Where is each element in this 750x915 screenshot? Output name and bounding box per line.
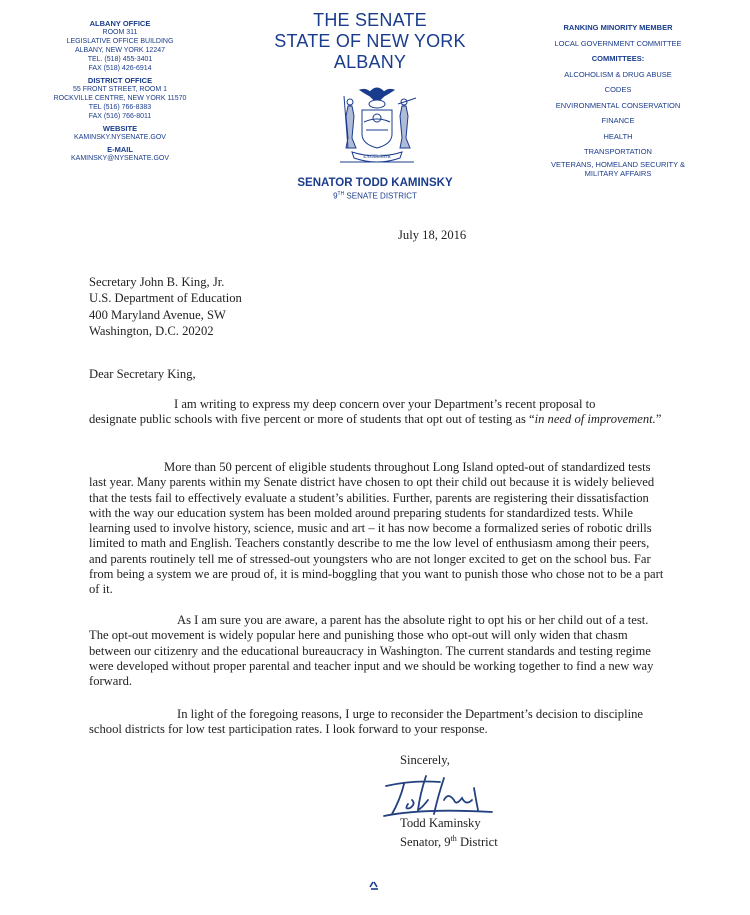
signer-title [400,831,498,850]
committee-item: ALCOHOLISM & DRUG ABUSE [564,69,672,79]
ranking-committee: LOCAL GOVERNMENT COMMITTEE [554,38,682,48]
district-fax: FAX (516) 766-8011 [88,113,152,120]
ranking-member-heading: RANKING MINORITY MEMBER [563,23,673,32]
signer-title-sup: th [450,834,457,843]
albany-address-line: ROOM 311 [102,29,138,36]
state-title: STATE OF NEW YORK [274,31,466,51]
committee-item-cont: MILITARY AFFAIRS [584,169,652,178]
committee-item: HEALTH [603,131,633,141]
website-link: KAMINSKY.NYSENATE.GOV [74,134,166,141]
committee-item: TRANSPORTATION [584,147,652,156]
letter-date: July 18, 2016 [398,228,467,242]
signer-name: Todd Kaminsky [400,816,481,830]
district-address-line: 55 FRONT STREET, ROOM 1 [73,86,167,93]
new-york-state-seal-icon [330,82,424,172]
recipient-name: Secretary John B. King, Jr. [89,275,225,289]
albany-address-line: ALBANY, NEW YORK 12247 [74,47,165,54]
paragraph-1-end: ” [655,412,662,427]
signature-block [400,815,498,850]
senate-title: THE SENATE [313,10,427,30]
senate-district [270,191,480,201]
email-address: KAMINSKY@NYSENATE.GOV [71,155,169,162]
closing: Sincerely, [400,753,450,767]
recipient-city: Washington, D.C. 20202 [89,323,214,338]
committee-item: VETERANS, HOMELAND SECURITY & [550,159,686,169]
recipient-org: U.S. Department of Education [89,291,242,306]
recipient-street: 400 Maryland Avenue, SW [89,307,226,322]
paragraph-1-line: I am writing to express my deep concern over your Department’s recent proposal to [174,397,596,411]
website-heading: WEBSITE [102,124,138,133]
signer-title-end: District [456,835,498,850]
albany-address-line: LEGISLATIVE OFFICE BUILDING [66,38,174,45]
district-label: SENATE DISTRICT [344,191,417,201]
senate-title-block [270,10,470,73]
recipient-address [89,274,242,339]
albany-fax: FAX (518) 426-6914 [88,65,152,72]
paragraph-1-text: designate public schools with five percent or more of students that opt out of testing as “ [89,412,535,427]
seal-motto: EXCELSIOR [363,155,391,160]
albany-phone: TEL. (518) 455-3401 [87,56,153,63]
district-suffix: TH [337,191,345,197]
albany-office-heading: ALBANY OFFICE [89,19,151,28]
paragraph-2: More than 50 percent of eligible students throughout Long Island opted-out of standardized tests last year. Many parents within my Senate district have chosen to opt their child out because it is widely believed that the tests fail to effectively evaluate a student’s abilities. Further, parents are registering their dissatisfaction with the way our education system has been molded around preparing students for standardized tests. While learning used to involve history, science, music and art – it has now become a formalized series of robotic drills limited to math and English. Teachers constantly describe to me the low level of enthusiasm among their peers, and parents routinely tell me of stressed-out youngsters who are not longer excited to get on the school bus. Far from being a system we are proud of, it is mind-boggling that you want to punish those who chose not to be a part of it. [89,460,664,597]
paragraph-1 [89,397,669,428]
email-heading: E-MAIL [107,145,133,154]
district-number: 9 [333,191,338,201]
committee-item: ENVIRONMENTAL CONSERVATION [555,100,681,110]
committee-item: FINANCE [601,116,635,125]
recycle-icon [367,880,381,894]
district-phone: TEL (516) 766-8383 [88,104,152,111]
paragraph-3: As I am sure you are aware, a parent has the absolute right to opt his or her child out of a test. The opt-out movement is widely popular here and punishing those who opt-out will only widen that chasm between our citizenry and the educational bureaucracy in Washington. The current standards and testing regime were developed without proper parental and teacher input and we should be working together to find a new way forward. [89,613,654,689]
committee-item: CODES [604,85,632,94]
paragraph-1-quote: in need of improvement. [534,412,656,427]
salutation: Dear Secretary King, [89,367,196,381]
signer-title-text: Senator, 9 [400,835,451,850]
paragraph-1-line [89,412,669,427]
district-office-heading: DISTRICT OFFICE [87,76,153,85]
city-title: ALBANY [333,52,407,72]
office-contact-block [40,19,200,163]
committees-heading: COMMITTEES: [591,54,645,63]
district-address-line: ROCKVILLE CENTRE, NEW YORK 11570 [53,95,187,102]
paragraph-4: In light of the foregoing reasons, I urge to reconsider the Department’s decision to discipline school districts for low test participation rates. I look forward to your response. [89,707,643,737]
committee-block [538,20,698,179]
senator-name: SENATOR TODD KAMINSKY [297,177,453,189]
